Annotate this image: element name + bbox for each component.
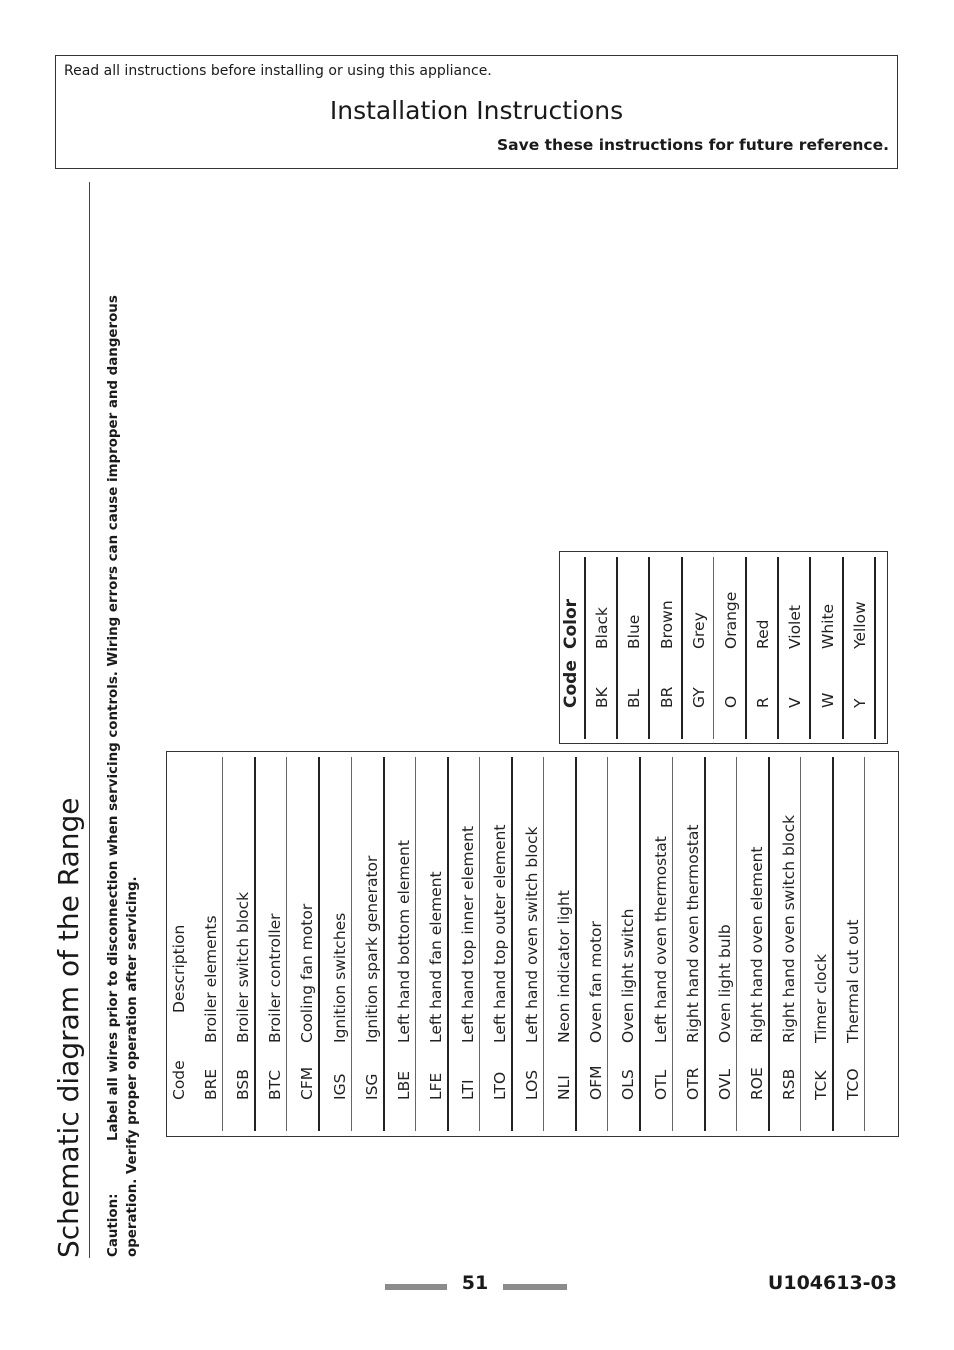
code-table-row-rule [318, 757, 320, 1131]
code-table-row-rule [864, 757, 865, 1131]
color-table-row-rule [713, 557, 714, 739]
footer-bar-left [385, 1284, 447, 1290]
color-name: White [818, 603, 837, 649]
component-code: NLI [555, 1075, 574, 1100]
color-table-row-rule [777, 557, 779, 739]
component-code: LTI [458, 1079, 477, 1100]
component-description: Broiler elements [202, 915, 221, 1043]
component-code: ROE [747, 1067, 766, 1100]
code-table-row-rule [768, 757, 770, 1131]
component-description: Left hand top inner element [458, 825, 477, 1043]
color-table-row-rule [616, 557, 618, 739]
component-description: Broiler controller [266, 913, 285, 1043]
component-description: Left hand fan element [426, 871, 445, 1043]
document-title: Installation Instructions [329, 96, 624, 125]
caution-label: Caution: [106, 1193, 121, 1257]
code-table-row-rule [543, 757, 544, 1131]
component-description: Neon indicator light [555, 890, 574, 1043]
code-table-row-rule [511, 757, 513, 1131]
code-table-row-rule [704, 757, 706, 1131]
color-name: Red [754, 619, 773, 649]
color-name: Blue [625, 614, 644, 649]
component-code: BRE [202, 1068, 221, 1100]
read-instructions-notice: Read all instructions before installing or using this appliance. [64, 63, 492, 79]
color-code: BR [657, 686, 676, 708]
color-name: Violet [786, 605, 805, 649]
component-description: Left hand oven thermostat [651, 836, 670, 1043]
code-table-row-rule [222, 757, 223, 1131]
component-description: Ignition switches [330, 912, 349, 1043]
save-instructions-note: Save these instructions for future reference. [496, 136, 889, 154]
code-table-row-rule [286, 757, 287, 1131]
color-table-row-rule [681, 557, 683, 739]
component-code: RSB [779, 1068, 798, 1100]
component-code: TCO [844, 1068, 863, 1100]
component-code: BTC [266, 1069, 285, 1100]
color-code: Y [850, 698, 869, 708]
component-code: ISG [362, 1073, 381, 1100]
code-table-row-rule [415, 757, 416, 1131]
code-table-row-rule [351, 757, 352, 1131]
component-description: Cooling fan motor [298, 903, 317, 1043]
color-code: O [722, 695, 740, 708]
component-code: BSB [234, 1069, 253, 1100]
color-table-header-color: Color [561, 598, 581, 649]
footer-bar-right [503, 1284, 567, 1290]
color-code: BL [625, 688, 644, 708]
color-table-row-rule [874, 557, 876, 739]
color-table-row-rule [842, 557, 844, 739]
code-table-row-rule [736, 757, 737, 1131]
code-table-row-rule [607, 757, 608, 1131]
component-description: Right hand oven switch block [779, 814, 798, 1043]
color-name: Grey [689, 612, 708, 649]
caution-text: Label all wires prior to disconnection when servicing controls. Wiring errors can cause improper and dangerous operation. Verify proper operation after servicing. [106, 295, 140, 1257]
component-code: LTO [491, 1071, 509, 1100]
code-table-row-rule [639, 757, 641, 1131]
component-code: OLS [619, 1069, 638, 1100]
component-code: OTL [651, 1069, 670, 1100]
color-name: Yellow [850, 601, 869, 649]
component-description: Left hand bottom element [394, 840, 413, 1043]
code-table-header-description: Description [170, 924, 188, 1013]
component-code: LOS [523, 1069, 542, 1100]
color-code: W [818, 692, 837, 708]
color-table-row-rule [809, 557, 811, 739]
component-code: TCK [812, 1070, 830, 1100]
component-description: Broiler switch block [234, 891, 253, 1043]
component-code: IGS [330, 1073, 349, 1100]
code-table-row-rule [800, 757, 801, 1131]
component-description: Timer clock [812, 953, 830, 1043]
color-code: BK [593, 687, 612, 708]
component-description: Thermal cut out [844, 919, 863, 1043]
code-table-row-rule [575, 757, 577, 1131]
component-description: Left hand oven switch block [523, 826, 542, 1043]
color-code: V [786, 697, 805, 708]
code-table-row-rule [672, 757, 673, 1131]
color-name: Black [593, 607, 612, 649]
color-name: Brown [657, 600, 676, 649]
component-description: Right hand oven thermostat [683, 824, 702, 1043]
color-table-header-rule [584, 557, 586, 739]
component-code: OVL [715, 1068, 734, 1100]
code-table-row-rule [383, 757, 385, 1131]
code-table-row-rule [254, 757, 256, 1131]
color-code: GY [689, 687, 708, 708]
caution-note [104, 257, 142, 1257]
component-code: LFE [426, 1072, 445, 1100]
component-description: Left hand top outer element [491, 824, 509, 1043]
component-code: LBE [394, 1070, 413, 1100]
color-table-header-code: Code [561, 660, 581, 708]
section-title: Schematic diagram of the Range [52, 797, 85, 1258]
page-number: 51 [461, 1272, 489, 1294]
code-table-row-rule [479, 757, 480, 1131]
component-code: CFM [298, 1066, 317, 1100]
code-table-header-code: Code [170, 1060, 188, 1100]
section-divider [89, 182, 90, 1258]
component-code: OFM [587, 1065, 606, 1100]
code-table-row-rule [447, 757, 449, 1131]
header-box [55, 55, 898, 169]
color-table-row-rule [745, 557, 747, 739]
color-table-row-rule [648, 557, 650, 739]
code-table-row-rule [832, 757, 834, 1131]
document-code: U104613-03 [767, 1272, 897, 1294]
component-code: OTR [683, 1067, 702, 1100]
component-description: Ignition spark generator [362, 855, 381, 1043]
color-name: Orange [722, 591, 740, 649]
color-code: R [754, 697, 773, 708]
component-description: Oven light switch [619, 908, 638, 1043]
component-description: Oven fan motor [587, 921, 606, 1043]
component-description: Right hand oven element [747, 846, 766, 1043]
component-description: Oven light bulb [715, 924, 734, 1043]
